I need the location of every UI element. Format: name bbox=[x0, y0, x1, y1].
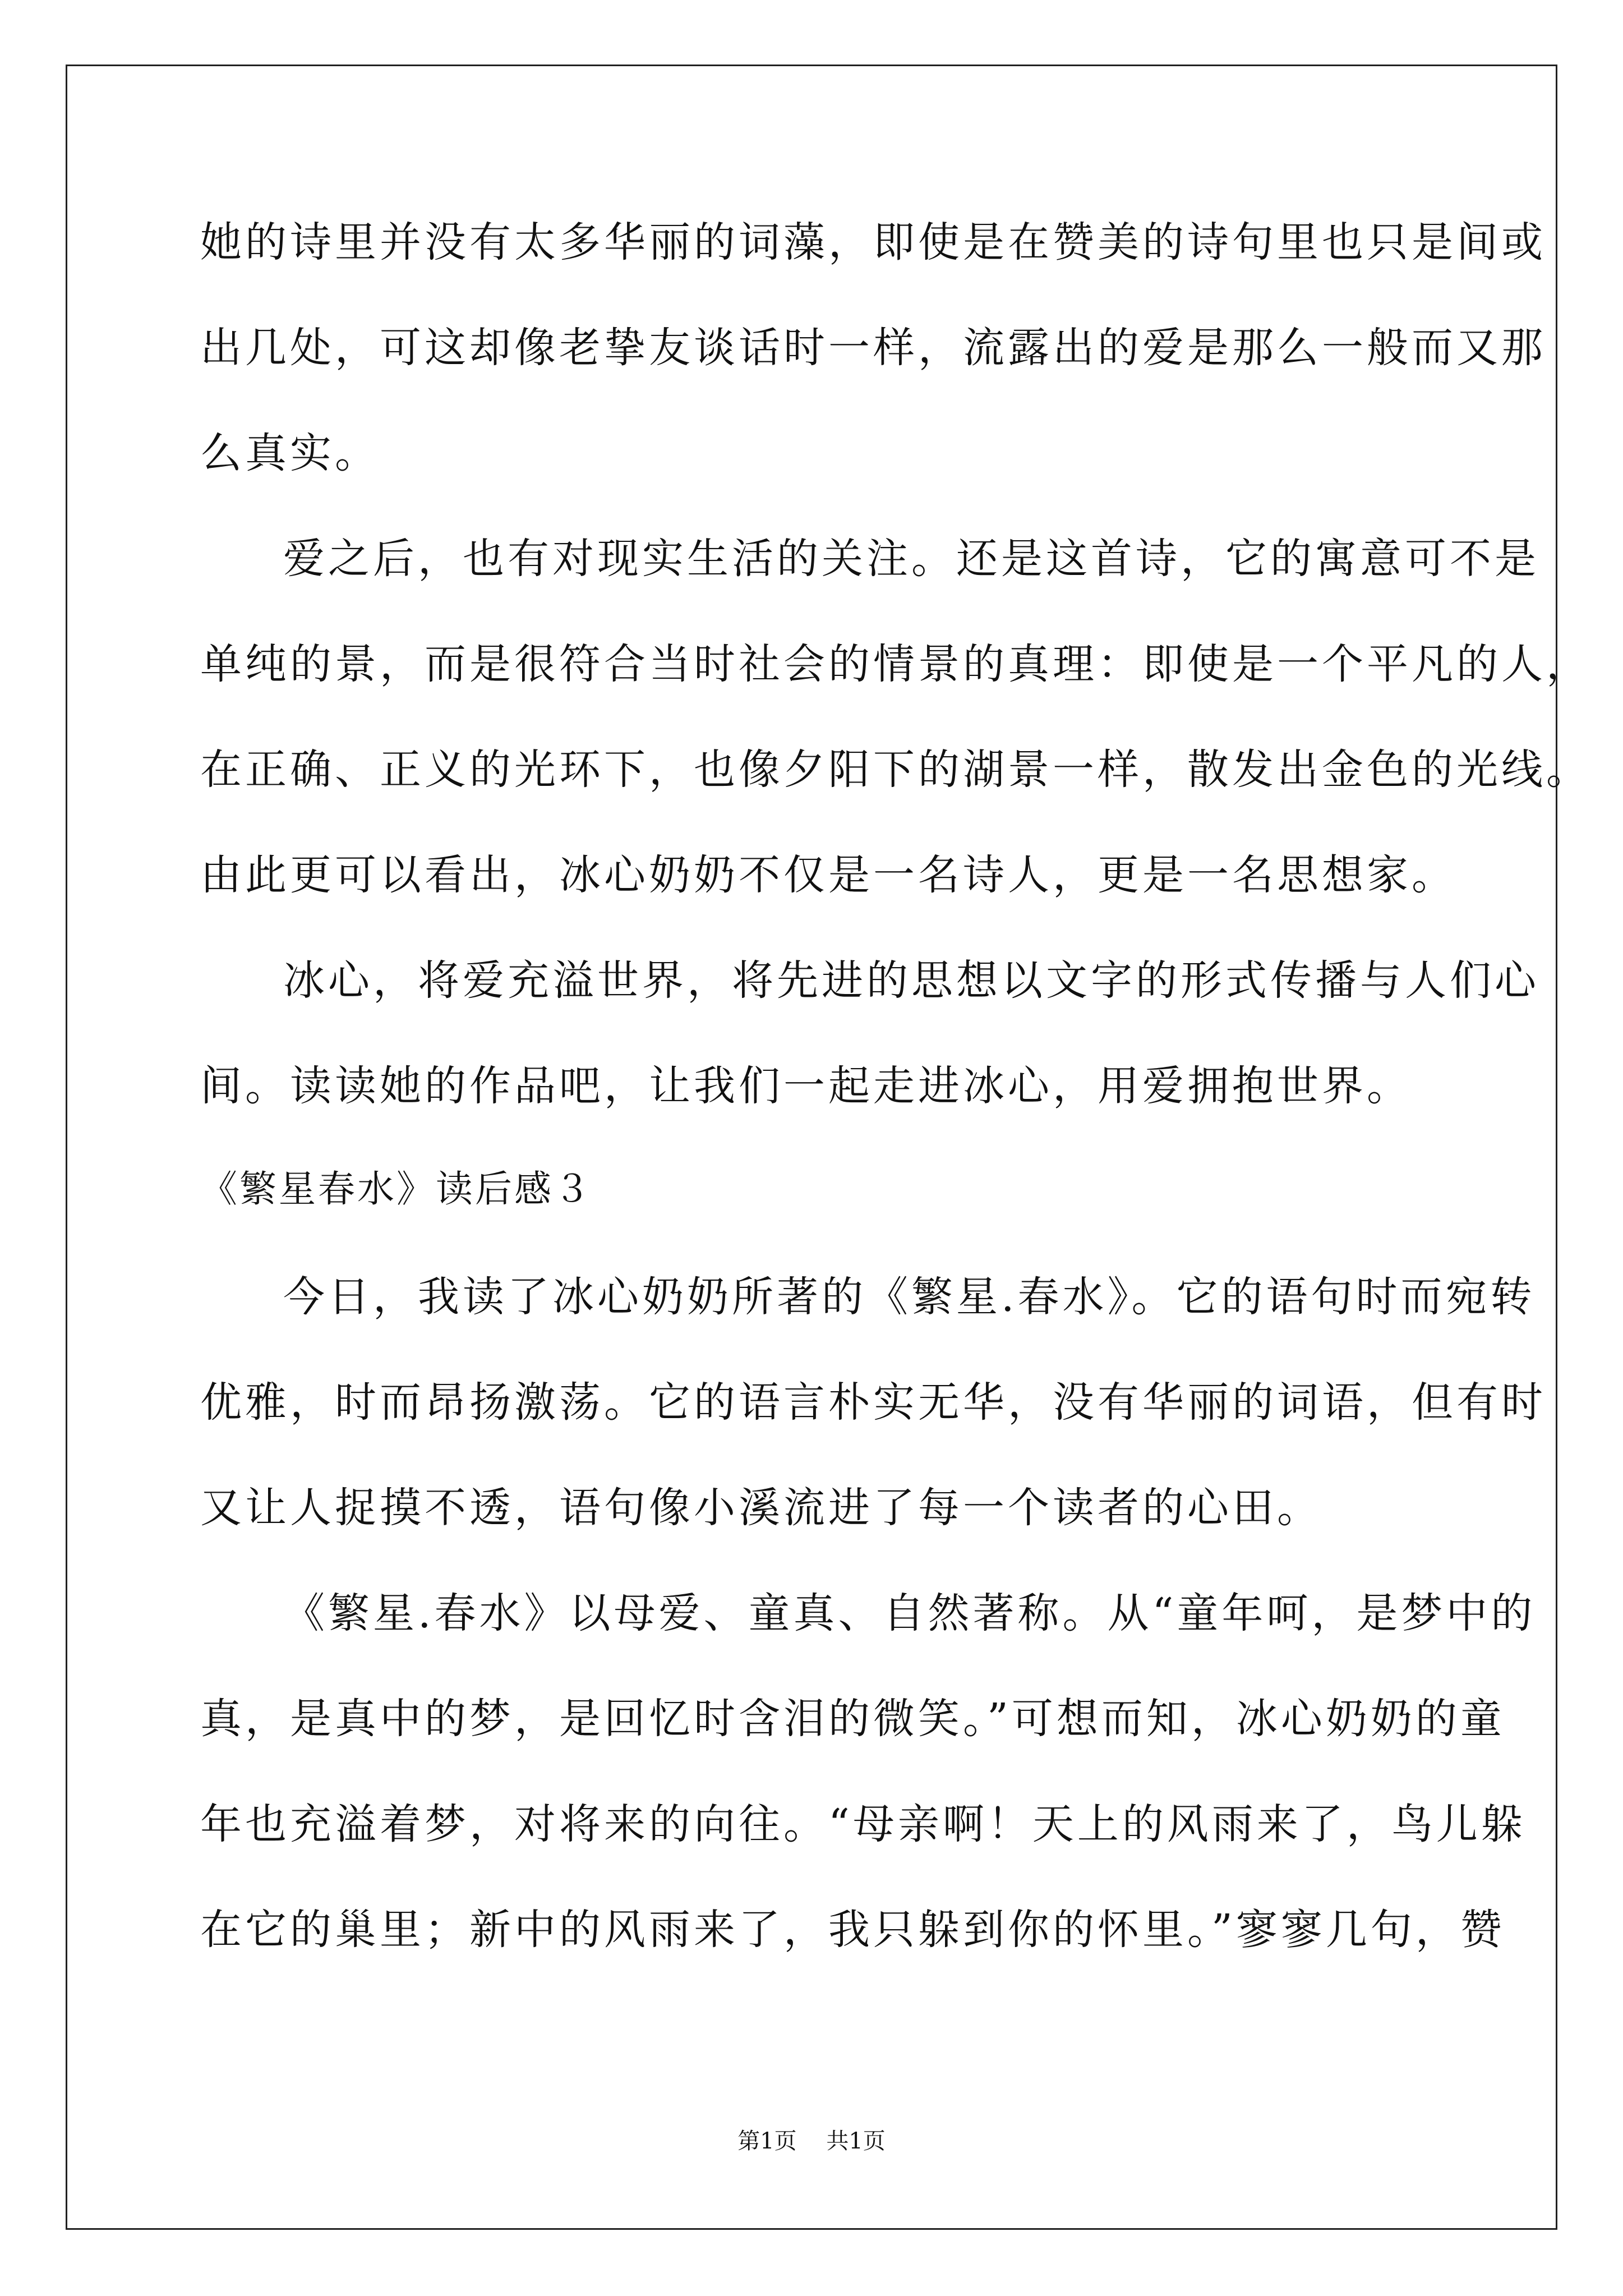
paragraph-2-line-2: 单纯的景，而是很符合当时社会的情景的真理：即使是一个平凡的人， bbox=[200, 640, 1591, 688]
page-number: 第1页 bbox=[737, 2128, 797, 2154]
paragraph-4-line-3: 又让人捉摸不透，语句像小溪流进了每一个读者的心田。 bbox=[200, 1484, 1322, 1532]
paragraph-2-line-1: 爱之后，也有对现实生活的关注。还是这首诗，它的寓意可不是 bbox=[283, 535, 1539, 583]
paragraph-4-line-1: 今日，我读了冰心奶奶所著的《繁星.春水》。它的语句时而宛转 bbox=[283, 1273, 1536, 1321]
paragraph-1-line-3: 么真实。 bbox=[200, 429, 380, 477]
paragraph-3-line-2: 间。读读她的作品吧，让我们一起走进冰心，用爱拥抱世界。 bbox=[200, 1062, 1412, 1110]
paragraph-5-line-1: 《繁星.春水》以母爱、童真、自然著称。从“童年呵，是梦中的 bbox=[283, 1589, 1536, 1637]
paragraph-5-line-3: 年也充溢着梦，对将来的向往。“母亲啊！天上的风雨来了，鸟儿躲 bbox=[200, 1800, 1526, 1848]
paragraph-2-line-3: 在正确、正义的光环下，也像夕阳下的湖景一样，散发出金色的光线。 bbox=[200, 746, 1591, 794]
paragraph-5-line-2: 真，是真中的梦，是回忆时含泪的微笑。”可想而知，冰心奶奶的童 bbox=[200, 1695, 1505, 1743]
total-pages: 共1页 bbox=[826, 2128, 886, 2154]
paragraph-5-line-4: 在它的巢里；新中的风雨来了，我只躲到你的怀里。”寥寥几句，赞 bbox=[200, 1906, 1505, 1954]
paragraph-1-line-2: 出几处，可这却像老挚友谈话时一样，流露出的爱是那么一般而又那 bbox=[200, 324, 1546, 372]
section-heading: 《繁星春水》读后感３ bbox=[200, 1167, 593, 1211]
paragraph-4-line-2: 优雅，时而昂扬激荡。它的语言朴实无华，没有华丽的词语，但有时 bbox=[200, 1378, 1546, 1427]
paragraph-3-line-1: 冰心，将爱充溢世界，将先进的思想以文字的形式传播与人们心 bbox=[283, 956, 1539, 1005]
page-footer bbox=[0, 2130, 1623, 2152]
paragraph-2-line-4: 由此更可以看出，冰心奶奶不仅是一名诗人，更是一名思想家。 bbox=[200, 851, 1456, 899]
paragraph-1-line-1: 她的诗里并没有太多华丽的词藻，即使是在赞美的诗句里也只是间或 bbox=[200, 218, 1546, 266]
page-border bbox=[66, 65, 1557, 2230]
